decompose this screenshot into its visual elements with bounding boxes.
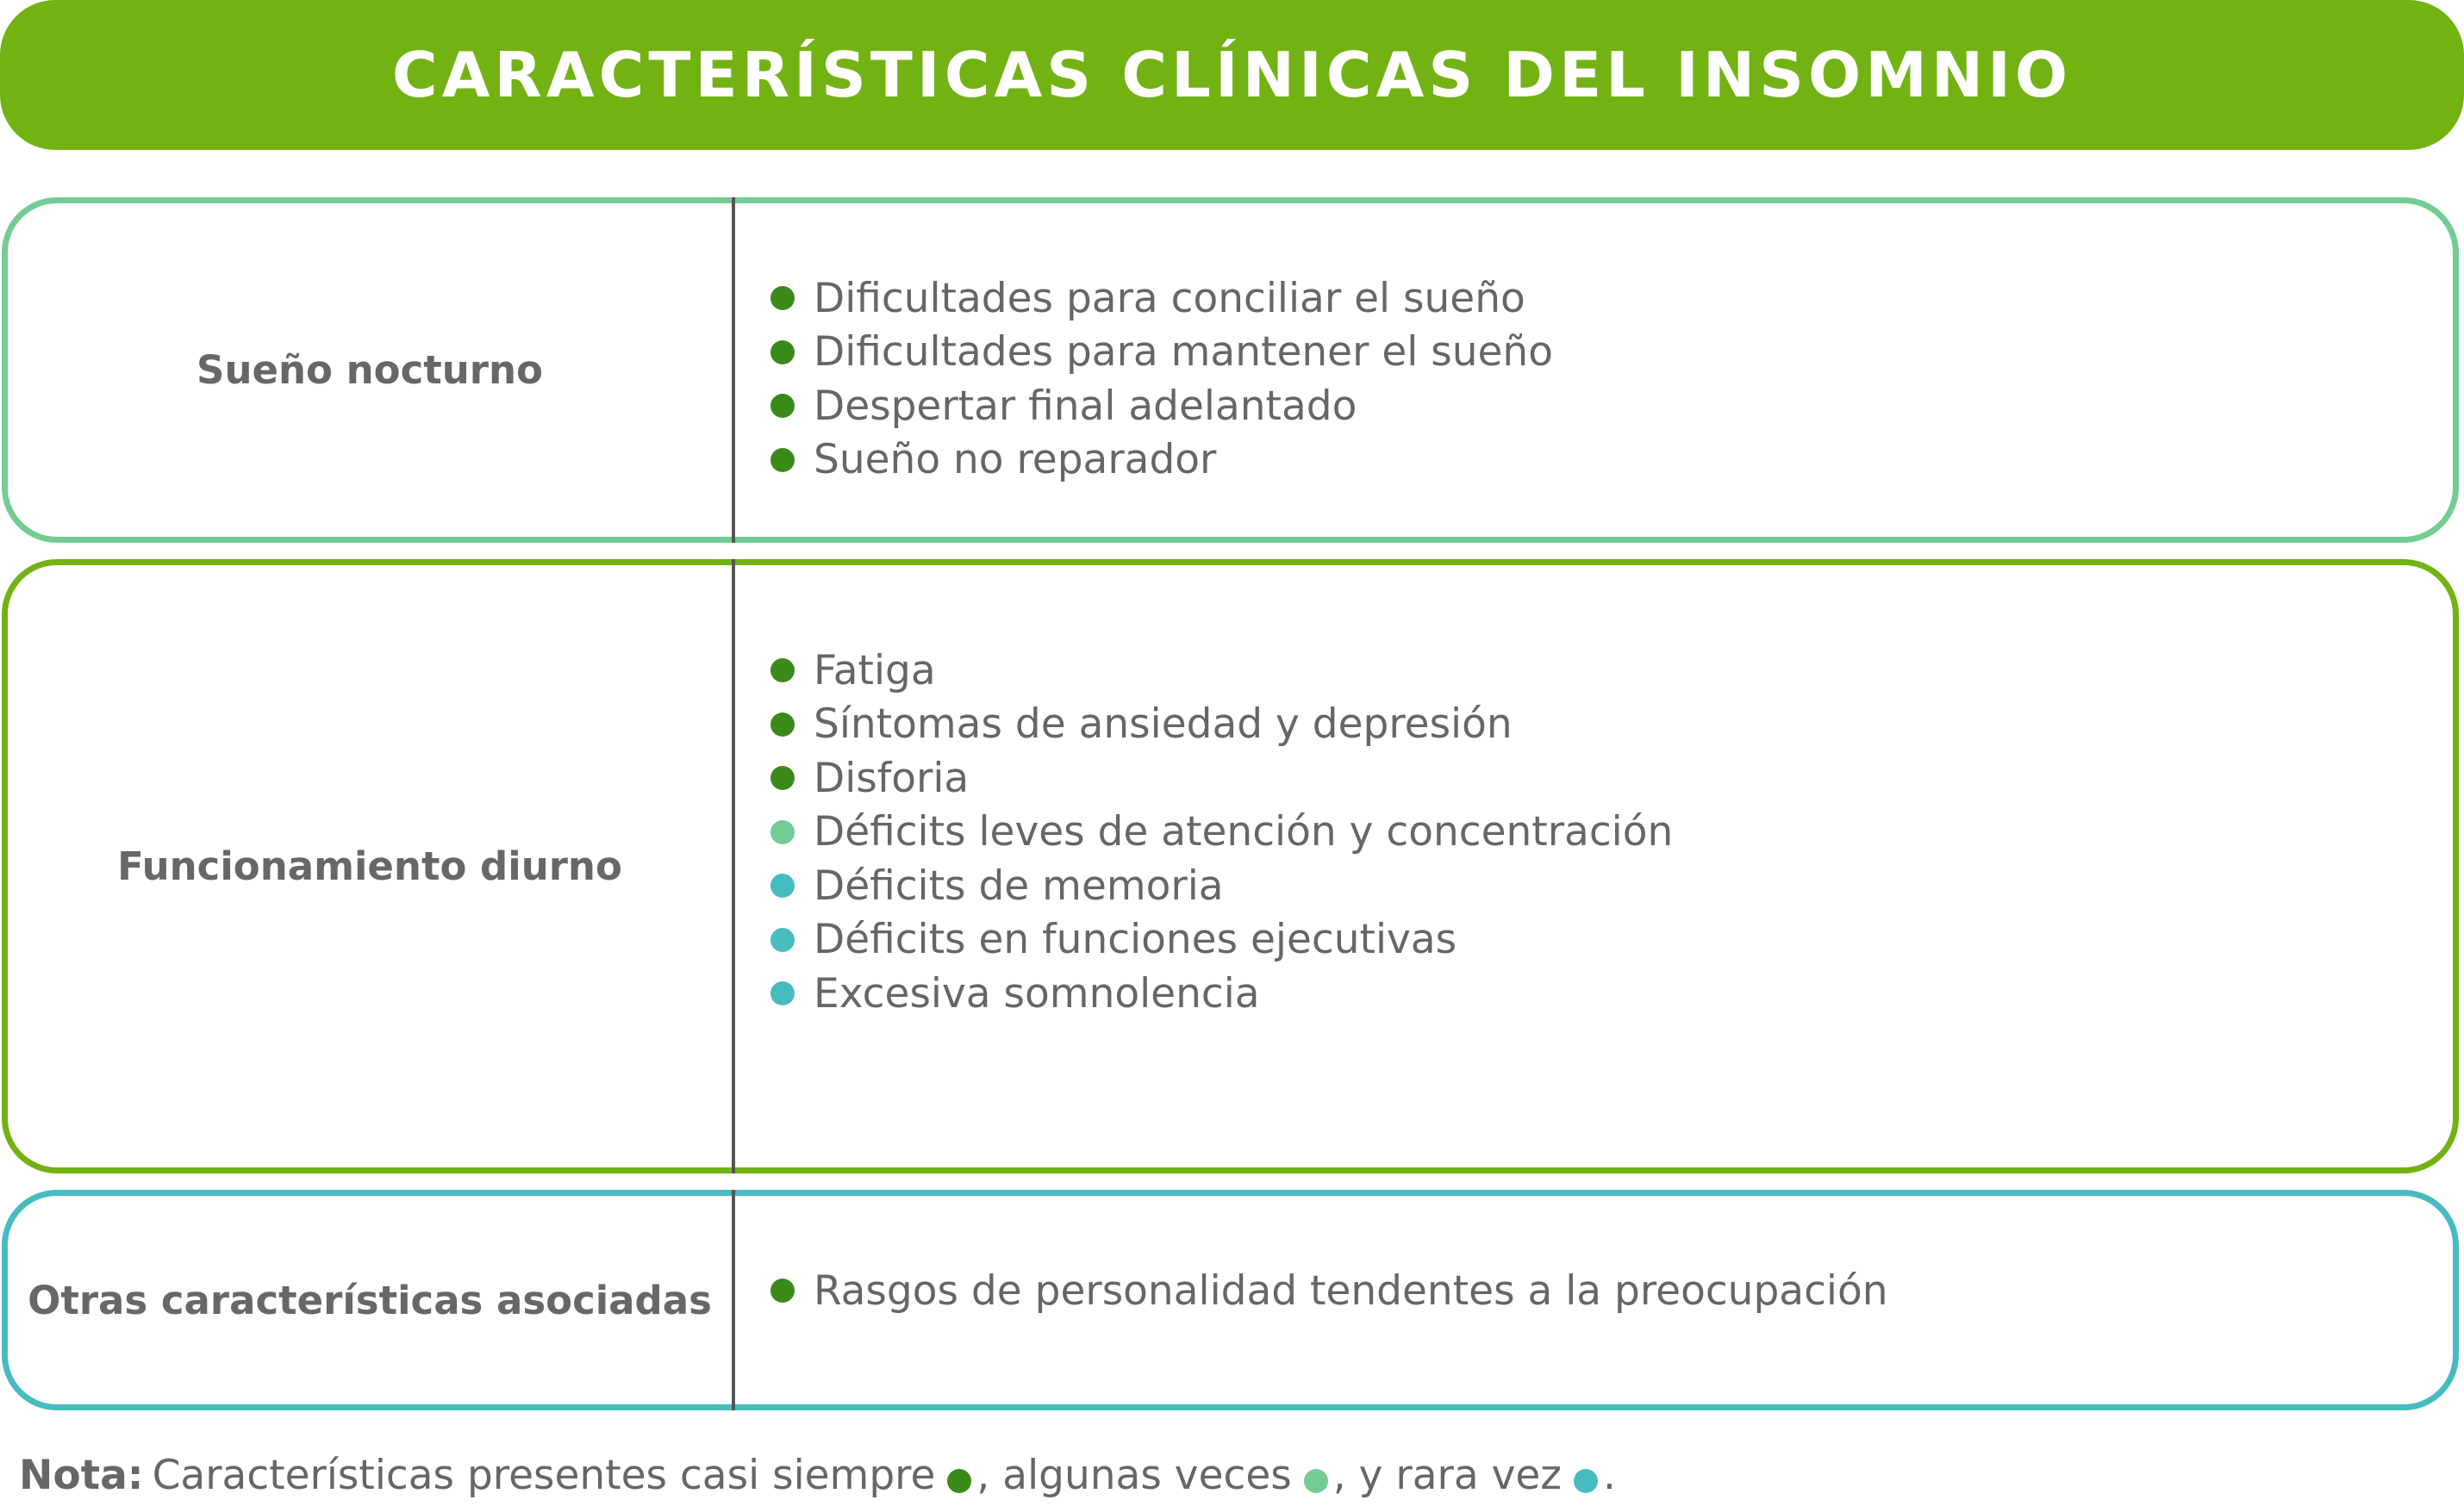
list-item bbox=[770, 271, 1553, 326]
note-text-sometimes: , algunas veces bbox=[976, 1452, 1292, 1499]
legend-dot-always-icon bbox=[947, 1469, 971, 1493]
list-item-text: Déficits en funciones ejecutivas bbox=[814, 916, 1457, 964]
bullet-dot-icon bbox=[770, 981, 795, 1005]
note-text-always: Características presentes casi siempre bbox=[152, 1452, 936, 1499]
symptom-list bbox=[770, 644, 1673, 1021]
list-item bbox=[770, 913, 1673, 968]
list-item bbox=[770, 1264, 1888, 1318]
bullet-dot-icon bbox=[770, 394, 795, 418]
list-item-text: Dificultades para mantener el sueño bbox=[814, 328, 1553, 376]
section-sueno-nocturno bbox=[2, 197, 2459, 543]
list-item-text: Síntomas de ansiedad y depresión bbox=[814, 700, 1513, 749]
bullet-dot-icon bbox=[770, 286, 795, 310]
bullet-dot-icon bbox=[770, 448, 795, 472]
bullet-dot-icon bbox=[770, 928, 795, 952]
section-funcionamiento-diurno bbox=[2, 559, 2459, 1173]
legend-dot-sometimes-icon bbox=[1304, 1469, 1328, 1493]
list-item bbox=[770, 433, 1553, 488]
symptom-list bbox=[770, 1264, 1888, 1318]
page-title: CARACTERÍSTICAS CLÍNICAS DEL INSOMNIO bbox=[391, 39, 2073, 111]
list-item-text: Excesiva somnolencia bbox=[814, 969, 1260, 1017]
section-otras-caracteristicas bbox=[2, 1190, 2459, 1410]
column-divider bbox=[732, 559, 735, 1173]
legend-dot-rarely-icon bbox=[1574, 1469, 1598, 1493]
list-item bbox=[770, 751, 1673, 806]
list-item bbox=[770, 806, 1673, 860]
list-item-text: Rasgos de personalidad tendentes a la preocupación bbox=[814, 1266, 1888, 1315]
list-item-text: Disforia bbox=[814, 754, 970, 802]
title-banner bbox=[0, 0, 2464, 150]
bullet-dot-icon bbox=[770, 1279, 795, 1303]
list-item-text: Déficits de memoria bbox=[814, 862, 1224, 910]
column-divider bbox=[732, 197, 735, 543]
legend-note bbox=[19, 1452, 1616, 1499]
list-item bbox=[770, 967, 1673, 1021]
list-item bbox=[770, 859, 1673, 913]
list-item bbox=[770, 379, 1553, 433]
bullet-dot-icon bbox=[770, 820, 795, 844]
section-label: Funcionamiento diurno bbox=[117, 843, 622, 889]
list-item-text: Despertar final adelantado bbox=[814, 382, 1357, 430]
bullet-dot-icon bbox=[770, 713, 795, 737]
bullet-dot-icon bbox=[770, 340, 795, 364]
bullet-dot-icon bbox=[770, 874, 795, 898]
section-label: Sueño nocturno bbox=[196, 347, 543, 393]
list-item bbox=[770, 698, 1673, 752]
list-item-text: Fatiga bbox=[814, 646, 936, 694]
bullet-dot-icon bbox=[770, 766, 795, 790]
note-label: Nota: bbox=[19, 1452, 144, 1499]
note-text-end: . bbox=[1602, 1452, 1616, 1499]
section-label: Otras características asociadas bbox=[28, 1277, 712, 1323]
bullet-dot-icon bbox=[770, 658, 795, 682]
list-item-text: Déficits leves de atención y concentración bbox=[814, 808, 1674, 856]
column-divider bbox=[732, 1190, 735, 1410]
symptom-list bbox=[770, 271, 1553, 487]
list-item bbox=[770, 326, 1553, 380]
list-item-text: Sueño no reparador bbox=[814, 436, 1217, 484]
list-item bbox=[770, 644, 1673, 698]
note-text-rarely: , y rara vez bbox=[1332, 1452, 1562, 1499]
list-item-text: Dificultades para conciliar el sueño bbox=[814, 274, 1525, 322]
